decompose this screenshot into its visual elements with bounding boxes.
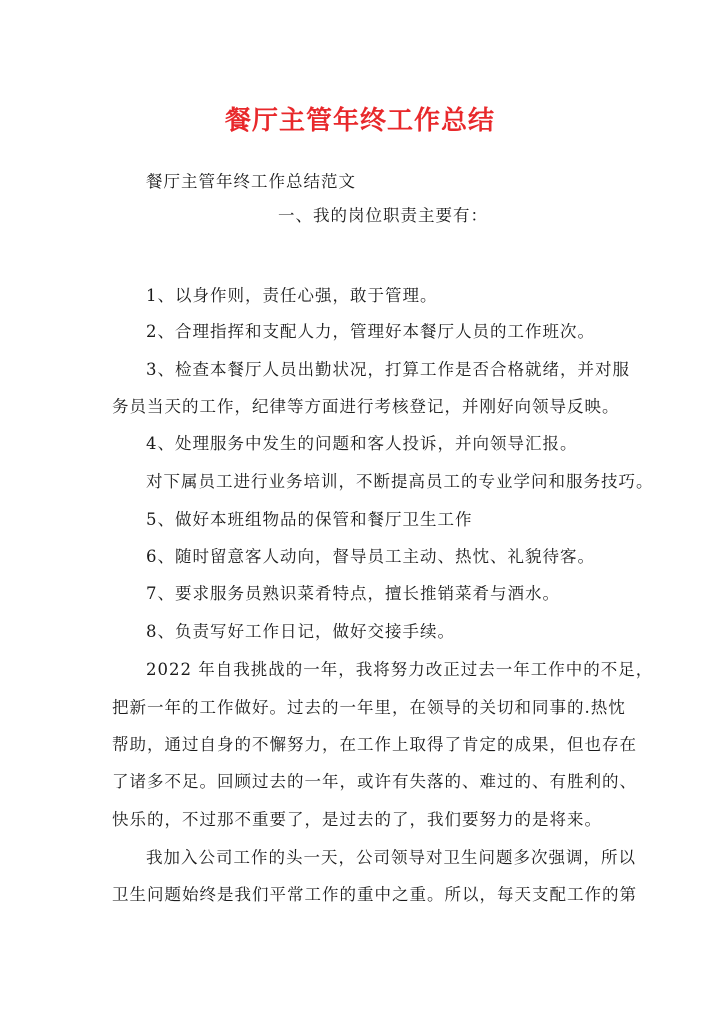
document-subtitle: 餐厅主管年终工作总结范文 xyxy=(146,172,356,191)
body-line: 8、负责写好工作日记，做好交接手续。 xyxy=(146,622,455,641)
body-line: 卫生问题始终是我们平常工作的重中之重。所以，每天支配工作的第 xyxy=(112,885,637,904)
body-line: 1、以身作则，责任心强，敢于管理。 xyxy=(146,286,438,305)
body-line: 务员当天的工作，纪律等方面进行考核登记，并刚好向领导反映。 xyxy=(112,397,620,416)
body-line: 4、处理服务中发生的问题和客人投诉，并向领导汇报。 xyxy=(146,434,578,453)
body-line: 快乐的，不过那不重要了，是过去的了，我们要努力的是将来。 xyxy=(112,810,602,829)
body-line: 2022 年自我挑战的一年，我将努力改正过去一年工作中的不足， xyxy=(146,660,654,679)
body-line: 把新一年的工作做好。过去的一年里，在领导的关切和同事的.热忱 xyxy=(112,698,626,717)
body-line: 5、做好本班组物品的保管和餐厅卫生工作 xyxy=(146,510,473,529)
body-line: 3、检查本餐厅人员出勤状况，打算工作是否合格就绪，并对服 xyxy=(146,360,630,379)
section-heading: 一、我的岗位职责主要有： xyxy=(278,206,488,225)
body-line: 了诸多不足。回顾过去的一年，或许有失落的、难过的、有胜利的、 xyxy=(112,772,637,791)
body-line: 6、随时留意客人动向，督导员工主动、热忱、礼貌待客。 xyxy=(146,547,595,566)
document-title: 餐厅主管年终工作总结 xyxy=(224,106,495,136)
body-line: 7、要求服务员熟识菜肴特点，擅长推销菜肴与酒水。 xyxy=(146,584,560,603)
body-line: 对下属员工进行业务培训，不断提高员工的专业学问和服务技巧。 xyxy=(146,472,654,491)
body-line: 2、合理指挥和支配人力，管理好本餐厅人员的工作班次。 xyxy=(146,322,595,341)
body-line: 帮助，通过自身的不懈努力，在工作上取得了肯定的成果，但也存在 xyxy=(112,735,637,754)
body-line: 我加入公司工作的头一天，公司领导对卫生问题多次强调，所以 xyxy=(146,848,636,867)
